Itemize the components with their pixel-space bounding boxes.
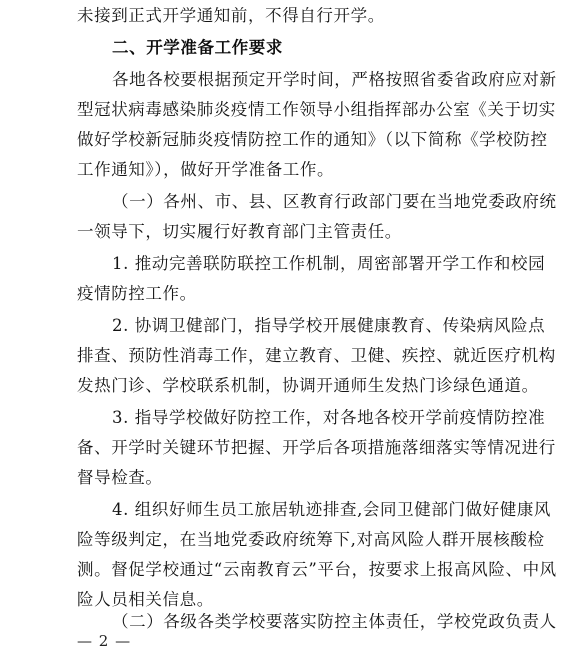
paragraph-line: 险人员相关信息。 bbox=[77, 590, 214, 609]
paragraph-line: 各地各校要根据预定开学时间，严格按照省委省政府应对新 bbox=[112, 70, 557, 89]
paragraph-line: 险等级判定，在当地党委政府统筹下,对高风险人群开展核酸检 bbox=[77, 530, 545, 549]
paragraph-line: 疫情防控工作。 bbox=[77, 284, 197, 303]
paragraph-line: 做好学校新冠肺炎疫情防控工作的通知》（以下简称《学校防控 bbox=[77, 130, 548, 149]
paragraph-line: 测。督促学校通过“云南教育云”平台，按要求上报高风险、中风 bbox=[77, 560, 557, 579]
list-item-line: 4. 组织好师生员工旅居轨迹排查,会同卫健部门做好健康风 bbox=[112, 500, 552, 519]
paragraph-line: 备、开学时关键环节把握、开学后各项措施落细落实等情况进行 bbox=[77, 438, 556, 457]
paragraph-line: 工作通知》），做好开学准备工作。 bbox=[77, 160, 335, 179]
paragraph-line: 未接到正式开学通知前，不得自行开学。 bbox=[77, 6, 385, 25]
section-heading: 二、开学准备工作要求 bbox=[112, 38, 283, 57]
paragraph-line: 型冠状病毒感染肺炎疫情工作领导小组指挥部办公室《关于切实 bbox=[77, 100, 556, 119]
paragraph-line: 一领导下，切实履行好教育部门主管责任。 bbox=[77, 222, 402, 241]
list-item-line: 3. 指导学校做好防控工作，对各地各校开学前疫情防控准 bbox=[112, 408, 546, 427]
paragraph-line: 发热门诊、学校联系机制，协调开通师生发热门诊绿色通道。 bbox=[77, 376, 539, 395]
page-number: — 2 — bbox=[77, 632, 132, 650]
list-item-line: 2. 协调卫健部门，指导学校开展健康教育、传染病风险点 bbox=[112, 316, 546, 335]
paragraph-line: 排查、预防性消毒工作，建立教育、卫健、疾控、就近医疗机构 bbox=[77, 346, 556, 365]
paragraph-line: 督导检查。 bbox=[77, 468, 163, 487]
subsection-heading: （一）各州、市、县、区教育行政部门要在当地党委政府统 bbox=[112, 192, 557, 211]
subsection-heading: （二）各级各类学校要落实防控主体责任，学校党政负责人 bbox=[112, 612, 557, 631]
list-item-line: 1. 推动完善联防联控工作机制，周密部署开学工作和校园 bbox=[112, 254, 546, 273]
